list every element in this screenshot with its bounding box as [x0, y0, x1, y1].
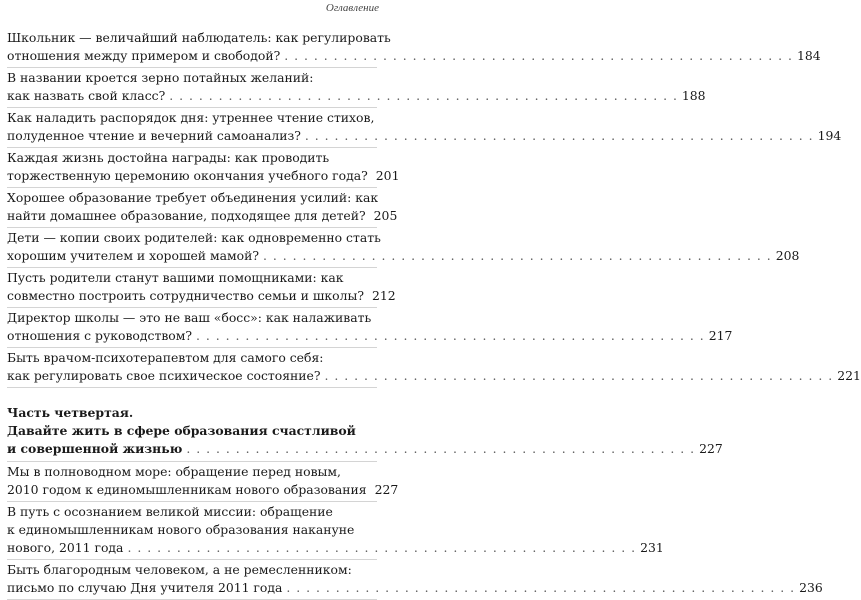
page-number: 205: [373, 208, 398, 223]
toc-entry[interactable]: [7, 188, 398, 228]
toc-entry[interactable]: [7, 268, 396, 308]
entry-title-end: 2010 годом к единомышленникам нового образования: [7, 482, 367, 497]
toc-entry[interactable]: [7, 68, 706, 108]
entry-last-line: [7, 579, 823, 597]
page-number: 201: [375, 168, 400, 183]
toc-entry[interactable]: [7, 148, 400, 188]
page-number: 188: [681, 88, 706, 103]
entry-title-end: отношения между примером и свободой?: [7, 48, 281, 63]
entry-title-end: совместно построить сотрудничество семьи и школы?: [7, 288, 364, 303]
part-heading-entry[interactable]: [7, 402, 723, 462]
entry-title-line: Дети — копии своих родителей: как одновременно стать: [7, 230, 381, 245]
page-number: 236: [799, 580, 823, 595]
entry-title-end: торжественную церемонию окончания учебного года?: [7, 168, 368, 183]
entry-title-line: Как наладить распорядок дня: утреннее чтение стихов,: [7, 110, 375, 125]
entry-title-end: хорошим учителем и хорошей мамой?: [7, 248, 260, 263]
page-number: 212: [371, 288, 396, 303]
entry-title-line: Быть благородным человеком, а не ремесленником:: [7, 562, 352, 577]
entry-title-line: к единомышленникам нового образования накануне: [7, 522, 355, 537]
table-of-contents: [7, 28, 861, 600]
page-number: 231: [640, 540, 664, 555]
toc-entry[interactable]: [7, 348, 861, 388]
page-number: 221: [837, 368, 861, 383]
page-number: 217: [708, 328, 733, 343]
page-number: 194: [817, 128, 842, 143]
dot-leader: . . . . . . . . . . . . . . . . . . . . . . . . . . . . . . . . . . . . . . . . . . . . . . . . . . . .: [196, 328, 705, 343]
toc-entry[interactable]: [7, 560, 823, 600]
entry-title-line: Пусть родители станут вашими помощниками: как: [7, 270, 344, 285]
entry-title-line: Мы в полноводном море: обращение перед новым,: [7, 464, 341, 479]
entry-title-line: Школьник — величайший наблюдатель: как регулировать: [7, 30, 391, 45]
entry-title-end: письмо по случаю Дня учителя 2011 года: [7, 580, 283, 595]
entry-last-line: [7, 247, 800, 265]
dot-leader: . . . . . . . . . . . . . . . . . . . . . . . . . . . . . . . . . . . . . . . . . . . . . . . . . . . .: [284, 48, 793, 63]
toc-entry[interactable]: [7, 502, 664, 560]
entry-title-end: отношения с руководством?: [7, 328, 193, 343]
dot-leader: . . . . . . . . . . . . . . . . . . . . . . . . . . . . . . . . . . . . . . . . . . . . . . . . . . . .: [127, 540, 637, 555]
entry-title-line: Быть врачом-психотерапевтом для самого себя:: [7, 350, 324, 365]
entry-title-end: полуденное чтение и вечерний самоанализ?: [7, 128, 301, 143]
part-heading-line: Давайте жить в сфере образования счастливой: [7, 423, 356, 438]
part-heading-last-line: [7, 440, 723, 458]
dot-leader: . . . . . . . . . . . . . . . . . . . . . . . . . . . . . . . . . . . . . . . . . . . . . . . . . . . .: [304, 128, 814, 143]
entry-last-line: [7, 367, 861, 385]
dot-leader: . . . . . . . . . . . . . . . . . . . . . . . . . . . . . . . . . . . . . . . . . . . . . . . . . . . .: [169, 88, 678, 103]
dot-leader: . . . . . . . . . . . . . . . . . . . . . . . . . . . . . . . . . . . . . . . . . . . . . . . . . . . .: [286, 580, 796, 595]
page-number: 227: [699, 441, 723, 456]
entry-last-line: [7, 127, 842, 145]
entry-title-end: найти домашнее образование, подходящее для детей?: [7, 208, 366, 223]
entry-title-end: нового, 2011 года: [7, 540, 124, 555]
entry-title-line: Хорошее образование требует объединения усилий: как: [7, 190, 379, 205]
entry-title-line: Каждая жизнь достойна награды: как проводить: [7, 150, 330, 165]
entry-title-line: Директор школы — это не ваш «босс»: как налаживать: [7, 310, 372, 325]
entry-title-end: как назвать свой класс?: [7, 88, 166, 103]
toc-entry[interactable]: [7, 108, 842, 148]
dot-leader: . . . . . . . . . . . . . . . . . . . . . . . . . . . . . . . . . . . . . . . . . . . . . . . . . . . .: [186, 441, 696, 456]
entry-last-line: [7, 47, 821, 65]
page-number: 184: [796, 48, 821, 63]
entry-last-line: [7, 207, 398, 225]
toc-entry[interactable]: [7, 228, 800, 268]
toc-entry[interactable]: [7, 462, 399, 502]
dot-leader: . . . . . . . . . . . . . . . . . . . . . . . . . . . . . . . . . . . . . . . . . . . . . . . . . . . .: [263, 248, 772, 263]
entry-title-end: как регулировать свое психическое состояние?: [7, 368, 321, 383]
running-header: Оглавление: [325, 2, 379, 14]
entry-title-line: В путь с осознанием великой миссии: обращение: [7, 504, 333, 519]
toc-entry[interactable]: [7, 308, 733, 348]
part-heading-end: и совершенной жизнью: [7, 441, 183, 456]
part-heading-line: Часть четвертая.: [7, 405, 134, 420]
page-number: 208: [775, 248, 800, 263]
page-number: 227: [374, 482, 399, 497]
dot-leader: . . . . . . . . . . . . . . . . . . . . . . . . . . . . . . . . . . . . . . . . . . . . . . . . . . . .: [324, 368, 834, 383]
entry-last-line: [7, 87, 706, 105]
entry-last-line: [7, 287, 396, 305]
entry-last-line: [7, 539, 664, 557]
entry-last-line: [7, 327, 733, 345]
toc-entry[interactable]: [7, 28, 821, 68]
entry-last-line: [7, 167, 400, 185]
entry-title-line: В названии кроется зерно потайных желаний:: [7, 70, 314, 85]
entry-last-line: [7, 481, 399, 499]
